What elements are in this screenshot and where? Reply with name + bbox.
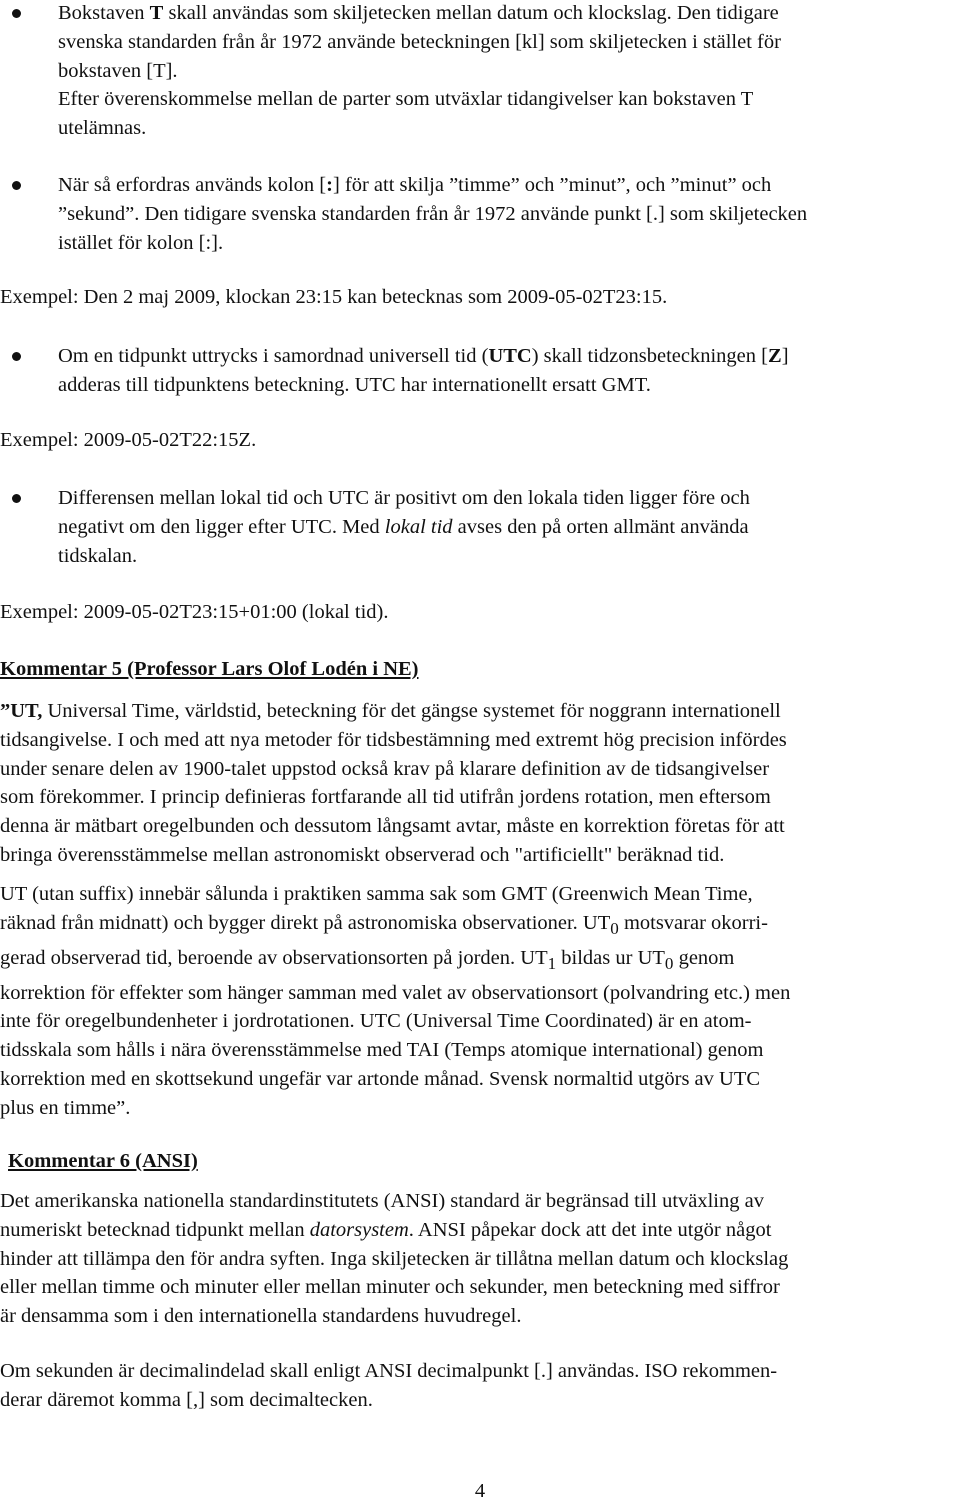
- bullet-item-colon-separator: [58, 171, 958, 257]
- text-line: numeriskt betecknad tidpunkt mellan datorsystem. ANSI påpekar dock att det inte utgör något: [0, 1218, 772, 1241]
- bullet-item-utc-zone: [58, 342, 958, 400]
- comment-5-paragraph-1: [0, 697, 958, 870]
- text-line: är densamma som i den internationella standardens huvudregel.: [0, 1305, 522, 1328]
- text-line: tidsangivelse. I och med att nya metoder för tidsbestämning med extremt hög precision infördes: [0, 728, 787, 751]
- comment-5-paragraph-2: [0, 880, 958, 1123]
- text-line: korrektion för effekter som hänger samman med valet av observationsort (polvandring etc.) men: [0, 981, 791, 1004]
- section-heading: Kommentar 6 (ANSI): [8, 1150, 198, 1172]
- page-number: 4: [474, 1480, 486, 1502]
- comment-6-paragraph-1: [0, 1187, 958, 1331]
- text-line: räknad från midnatt) och bygger direkt på astronomiska observationer. $UT_0$ motsvarar okorri-: [0, 911, 768, 938]
- text-line: bringa överensstämmelse mellan astronomiskt observerad och "artificiellt" beräknad tid.: [0, 843, 725, 866]
- example-paragraph: Exempel: 2009-05-02T23:15+01:00 (lokal tid).: [0, 601, 389, 623]
- text-line: tidsskala som hålls i nära överensstämmelse med TAI (Temps atomique international) genom: [0, 1039, 764, 1062]
- section-heading: Kommentar 5 (Professor Lars Olof Lodén i NE): [0, 658, 419, 680]
- text-line: tidskalan.: [58, 544, 138, 567]
- bullet-dot: [12, 9, 21, 18]
- text-line: derar däremot komma [,] som decimaltecken.: [0, 1388, 373, 1411]
- text-line: gerad observerad tid, beroende av observationsorten på jorden. $UT_1$ bildas ur $UT_0$ genom: [0, 946, 735, 973]
- text-line: korrektion med en skottsekund ungefär var artonde månad. Svensk normaltid utgörs av UTC: [0, 1067, 761, 1090]
- text-line: Det amerikanska nationella standardinstitutets (ANSI) standard är begränsad till utväxling av: [0, 1190, 764, 1212]
- bullet-item-local-time: [58, 484, 958, 570]
- text-line: Bokstaven T skall användas som skiljetecken mellan datum och klockslag. Den tidigare: [58, 2, 779, 24]
- text-line: inte för oregelbundenheter i jordrotationen. UTC (Universal Time Coordinated) är en atom-: [0, 1010, 752, 1033]
- text-line: under senare delen av 1900-talet uppstod också krav på klarare definition av de tidsangivelser: [0, 757, 770, 780]
- text-line: Om en tidpunkt uttrycks i samordnad universell tid (UTC) skall tidzonsbeteckningen [Z]: [58, 345, 789, 367]
- text-line: När så erfordras används kolon [:] för att skilja ”timme” och ”minut”, och ”minut” och: [58, 174, 772, 196]
- text-line: adderas till tidpunktens beteckning. UTC har internationellt ersatt GMT.: [58, 373, 651, 396]
- text-line: istället för kolon [:].: [58, 231, 224, 254]
- bullet-dot: [12, 181, 21, 190]
- bullet-dot: [12, 352, 21, 361]
- text-line: bokstaven [T].: [58, 59, 178, 82]
- bullet-dot: [12, 494, 21, 503]
- text-line: denna är mätbart oregelbunden och dessutom långsamt avtar, måste en korrektion företas för att: [0, 815, 785, 838]
- text-line: Differensen mellan lokal tid och UTC är positivt om den lokala tiden ligger före och: [58, 487, 750, 509]
- text-line: Om sekunden är decimalindelad skall enligt ANSI decimalpunkt [.] användas. ISO rekommen-: [0, 1360, 778, 1382]
- text-line: ”sekund”. Den tidigare svenska standarden från år 1972 använde punkt [.] som skiljetecken: [58, 202, 808, 225]
- comment-6-paragraph-2: [0, 1357, 958, 1415]
- example-paragraph: Exempel: Den 2 maj 2009, klockan 23:15 kan betecknas som 2009-05-02T23:15.: [0, 286, 668, 308]
- text-line: plus en timme”.: [0, 1096, 131, 1119]
- text-line: hinder att tillämpa den för andra syften. Inga skiljetecken är tillåtna mellan datum och klockslag: [0, 1247, 789, 1270]
- text-line: Efter överenskommelse mellan de parter som utväxlar tidangivelser kan bokstaven T: [58, 88, 754, 111]
- bullet-item-separator-T: [58, 0, 958, 143]
- text-line: ”UT, Universal Time, världstid, beteckning för det gängse systemet för noggrann internationell: [0, 700, 781, 722]
- example-paragraph: Exempel: 2009-05-02T22:15Z.: [0, 429, 257, 451]
- text-line: utelämnas.: [58, 117, 147, 140]
- text-line: UT (utan suffix) innebär sålunda i praktiken samma sak som GMT (Greenwich Mean Time,: [0, 883, 753, 905]
- text-line: svenska standarden från år 1972 använde beteckningen [kl] som skiljetecken i stället för: [58, 30, 781, 53]
- text-line: eller mellan timme och minuter eller mellan minuter och sekunder, men beteckning med siffror: [0, 1276, 780, 1299]
- text-line: som förekommer. I princip definieras fortfarande all tid utifrån jordens rotation, men eftersom: [0, 786, 771, 809]
- text-line: negativt om den ligger efter UTC. Med lokal tid avses den på orten allmänt använda: [58, 515, 749, 538]
